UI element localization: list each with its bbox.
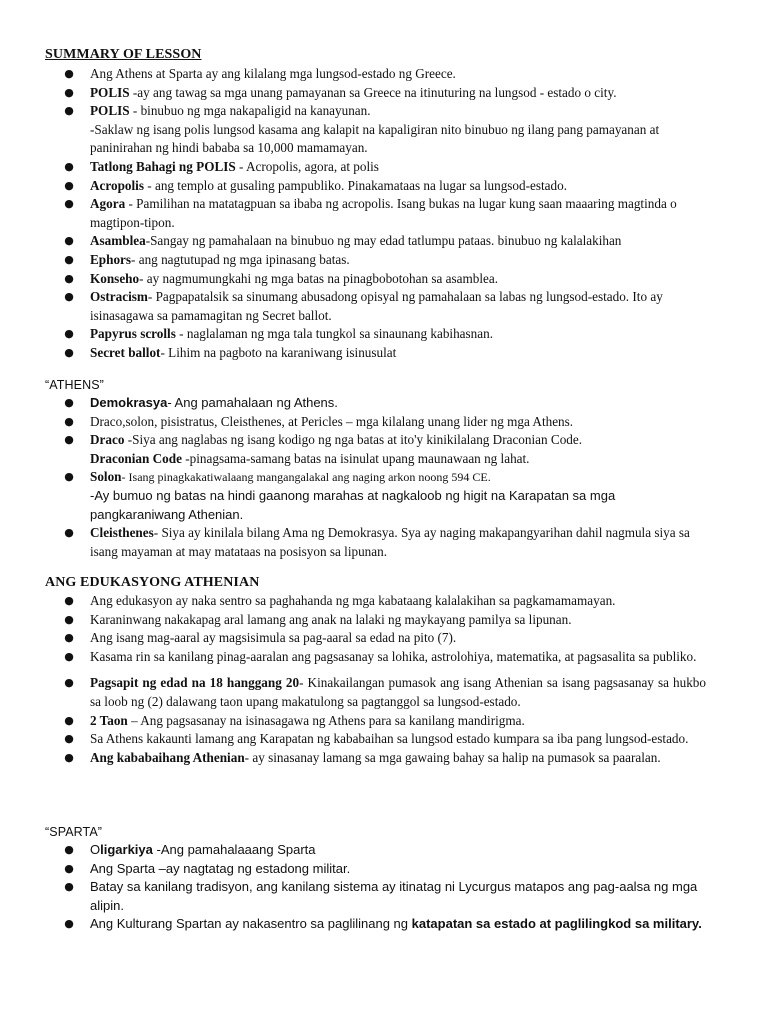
item-text: - Isang pinagkakatiwalaang mangangalakal ang naging arkon noong 594 CE.	[121, 470, 491, 485]
bullet-dot-icon: ●	[64, 252, 74, 266]
list-item	[0, 270, 768, 289]
bullet-dot-icon: ●	[64, 271, 74, 285]
list-item	[0, 325, 768, 344]
item-text: Ang Athens at Sparta ay ang kilalang mga lungsod-estado ng Greece.	[90, 66, 456, 81]
list-item	[0, 158, 768, 177]
item-term: Ephors	[90, 251, 132, 267]
list-item	[0, 648, 768, 667]
list-item	[0, 413, 768, 432]
bullet-dot-icon: ●	[64, 470, 74, 484]
list-item	[0, 860, 768, 879]
item-text: – Ang pagsasanay na isinasagawa ng Athens para sa kanilang mandirigma.	[127, 712, 525, 728]
bullet-dot-icon: ●	[64, 290, 74, 304]
item-text: - Lihim na pagboto na karaniwang isinusulat	[160, 344, 397, 360]
item-text: - Pamilihan na matatagpuan sa ibaba ng acropolis. Isang bukas na lugar kung saan maaaring magtinda o magtipon-tipon.	[90, 196, 677, 230]
item-text: Ang Sparta –ay nagtatag ng estadong militar.	[90, 860, 351, 876]
bullet-dot-icon: ●	[64, 861, 74, 875]
list-item	[0, 195, 768, 232]
item-text: Sa Athens kakaunti lamang ang Karapatan ng kababaihan sa lungsod estado kumpara sa iba pang lungsod-estado.	[90, 731, 689, 747]
edukasyon-list	[0, 592, 768, 767]
item-term: Agora	[90, 196, 126, 212]
list-item	[0, 251, 768, 270]
item-text: - Kinakailangan pumasok ang isang Athenian sa isang pagsasanay sa hukbo sa loob ng (2) dalawang taon upang makatulong sa pagtanggol sa lungsod-estado.	[90, 675, 706, 709]
athens-title: “ATHENS”	[45, 378, 104, 392]
item-term: Acropolis	[90, 177, 144, 193]
list-item	[0, 730, 768, 749]
list-item	[0, 629, 768, 648]
bullet-dot-icon: ●	[64, 843, 74, 856]
item-text: Ang edukasyon ay naka sentro sa paghahanda ng mga kabataang kalalakihan sa pagkamamamayan.	[90, 593, 616, 608]
bullet-dot-icon: ●	[64, 414, 74, 428]
item-text: - Ang pamahalaan ng Athens.	[167, 395, 338, 410]
list-item	[0, 712, 768, 731]
bullet-dot-icon: ●	[64, 732, 74, 746]
item-text: Batay sa kanilang tradisyon, ang kanilang sistema ay itinatag ni Lycurgus matapos ang pag-aalsa ng mga alipin.	[90, 879, 698, 913]
item-text: -Sangay ng pamahalaan na binubuo ng may edad tatlumpu pataas. binubuo ng kalalakihan	[145, 233, 622, 249]
item-term: ligarkiya	[100, 842, 153, 857]
list-item	[0, 232, 768, 251]
list-item	[0, 84, 768, 103]
item-term: katapatan sa estado at paglilingkod sa military.	[411, 916, 702, 932]
item-term: Secret ballot	[90, 344, 161, 360]
bullet-dot-icon: ●	[64, 159, 74, 173]
bullet-dot-icon: ●	[64, 67, 74, 80]
list-item	[0, 431, 768, 468]
item-text: Ang Kulturang Spartan ay nakasentro sa paglilinang ng	[90, 916, 412, 932]
item-term: Ang kababaihang Athenian	[90, 749, 245, 765]
bullet-dot-icon: ●	[64, 713, 74, 727]
list-item	[0, 674, 768, 711]
list-item	[0, 915, 768, 934]
item-text: - binubuo ng mga nakapaligid na kanayunan.	[129, 103, 371, 119]
item-text: -pinagsama-samang batas na isinulat upang maunawaan ng lahat.	[181, 450, 530, 466]
item-text: - ang nagtutupad ng mga ipinasang batas.	[131, 251, 350, 267]
bullet-dot-icon: ●	[64, 526, 74, 540]
bullet-dot-icon: ●	[64, 234, 74, 248]
item-text: -Ang pamahalaaang Sparta	[152, 842, 316, 857]
list-item	[0, 468, 768, 524]
item-term: Draconian Code	[90, 450, 182, 466]
item-term: Cleisthenes	[90, 525, 154, 541]
bullet-dot-icon: ●	[64, 345, 74, 359]
item-term: Konseho	[90, 270, 140, 286]
item-term: Papyrus scrolls	[90, 326, 176, 342]
bullet-dot-icon: ●	[64, 327, 74, 341]
bullet-dot-icon: ●	[64, 649, 74, 663]
edukasyon-title: ANG EDUKASYONG ATHENIAN	[45, 575, 260, 590]
sparta-title: “SPARTA”	[45, 825, 103, 839]
bullet-dot-icon: ●	[64, 433, 74, 447]
item-text: - naglalaman ng mga tala tungkol sa sinaunang kabihasnan.	[175, 326, 494, 342]
athens-list	[0, 394, 768, 561]
item-term: POLIS	[90, 103, 130, 119]
bullet-dot-icon: ●	[64, 396, 74, 409]
item-text: Draco,solon, pisistratus, Cleisthenes, at Pericles – mga kilalang unang lider ng mga Athens.	[90, 413, 574, 429]
bullet-dot-icon: ●	[64, 594, 74, 607]
item-text: - Pagpapatalsik sa sinumang abusadong opisyal ng pamahalaan sa labas ng lungsod-estado. Ito ay isinasagawa sa pamamagitan ng Secret ballot.	[90, 289, 663, 323]
item-term: POLIS	[90, 84, 130, 100]
item-extra-text: -Ay bumuo ng batas na hindi gaanong marahas at nagkaloob ng higit na Karapatan sa mga pangkaraniwang Athenian.	[90, 487, 616, 522]
list-item	[0, 749, 768, 768]
list-item	[0, 102, 768, 158]
bullet-dot-icon: ●	[64, 85, 74, 99]
item-term: Asamblea	[90, 233, 146, 249]
item-text: - Siya ay kinilala bilang Ama ng Demokrasya. Sya ay naging makapangyarihan dahil nagmula siya sa isang mayaman at may matataas na posisyon sa lipunan.	[90, 525, 690, 559]
item-text: -Siya ang naglabas ng isang kodigo ng nga batas at ito'y kinikilalang Draconian Code.	[124, 432, 583, 448]
list-item	[0, 592, 768, 611]
list-item	[0, 288, 768, 325]
summary-title: SUMMARY OF LESSON	[45, 47, 202, 62]
item-term: Pagsapit ng edad na 18 hanggang 20	[90, 675, 300, 691]
item-text: Ang isang mag-aaral ay magsisimula sa pag-aaral sa edad na pito (7).	[90, 630, 457, 646]
bullet-dot-icon: ●	[64, 104, 74, 118]
item-text: Karaninwang nakakapag aral lamang ang anak na lalaki ng maykayang pamilya sa lipunan.	[90, 611, 572, 627]
bullet-dot-icon: ●	[64, 917, 74, 931]
bullet-dot-icon: ●	[64, 750, 74, 764]
item-term: Ostracism	[90, 289, 148, 305]
item-term: 2 Taon	[90, 712, 128, 728]
list-item	[0, 394, 768, 413]
item-text: -ay ang tawag sa mga unang pamayanan sa Greece na itinuturing na lungsod - estado o city.	[129, 84, 617, 100]
item-term: Tatlong Bahagi ng POLIS	[90, 158, 236, 174]
list-item	[0, 841, 768, 860]
list-item	[0, 344, 768, 363]
bullet-dot-icon: ●	[64, 612, 74, 626]
list-item	[0, 65, 768, 84]
bullet-dot-icon: ●	[64, 178, 74, 192]
list-item	[0, 611, 768, 630]
item-term-initial: O	[90, 842, 101, 857]
item-text: - ay nagmumungkahi ng mga batas na pinagbobotohan sa asamblea.	[139, 270, 499, 286]
item-term: Draco	[90, 432, 125, 448]
item-term: Demokrasya	[90, 395, 168, 410]
summary-list	[0, 65, 768, 363]
bullet-dot-icon: ●	[64, 197, 74, 211]
item-extra-text: -Saklaw ng isang polis lungsod kasama ang kalapit na kapaligiran nito binubuo ng ilang pang pamayanan at paninirahan ng hindi bababa sa 10,000 mamamayan.	[90, 121, 660, 156]
bullet-dot-icon: ●	[64, 676, 74, 690]
list-item	[0, 878, 768, 915]
item-text: - ang templo at gusaling pampubliko. Pinakamataas na lugar sa lungsod-estado.	[143, 177, 567, 193]
bullet-dot-icon: ●	[64, 631, 74, 645]
list-item	[0, 177, 768, 196]
item-term: Solon	[90, 469, 122, 485]
item-text: - ay sinasanay lamang sa mga gawaing bahay sa halip na pumasok sa paaralan.	[244, 749, 661, 765]
item-text: Kasama rin sa kanilang pinag-aaralan ang pagsasanay sa lohika, astrolohiya, matematika, at pagsasalita sa publiko.	[90, 648, 697, 664]
list-item	[0, 524, 768, 561]
item-text: - Acropolis, agora, at polis	[235, 158, 379, 174]
sparta-list	[0, 841, 768, 934]
bullet-dot-icon: ●	[64, 880, 74, 894]
